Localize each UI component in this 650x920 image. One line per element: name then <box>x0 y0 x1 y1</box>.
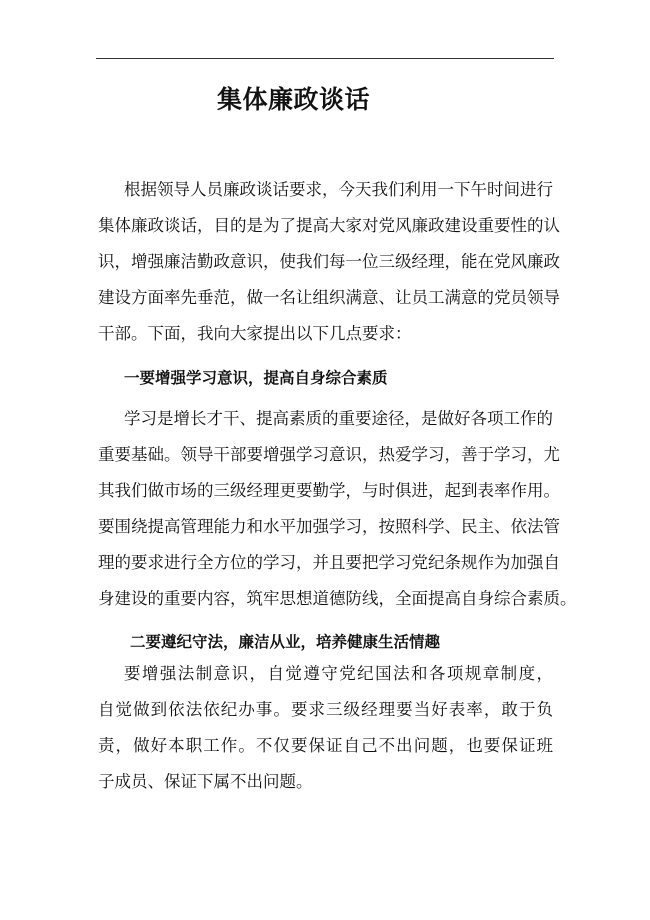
header-rule <box>96 58 554 59</box>
paragraph-line: 其我们做市场的三级经理更要勤学，与时俱进，起到表率作用。 <box>98 481 560 500</box>
section-heading-2: 二要遵纪守法，廉洁从业，培养健康生活情趣 <box>130 633 441 651</box>
section-heading-1: 一要增强学习意识，提高自身综合素质 <box>124 369 388 387</box>
paragraph-line: 干部。下面，我向大家提出以下几点要求： <box>98 324 412 343</box>
paragraph-line: 理的要求进行全方位的学习，并且要把学习党纪条规作为加强自 <box>98 553 560 572</box>
paragraph-line: 学习是增长才干、提高素质的重要途径，是做好各项工作的 <box>124 409 553 428</box>
paragraph-line: 重要基础。领导干部要增强学习意识，热爱学习，善于学习，尤 <box>98 445 560 464</box>
document-title: 集体廉政谈话 <box>217 85 371 114</box>
paragraph-discipline <box>98 656 553 800</box>
paragraph-line: 建设方面率先垂范，做一名让组织满意、让员工满意的党员领导 <box>98 288 560 307</box>
paragraph-line: 集体廉政谈话，目的是为了提高大家对党风廉政建设重要性的认 <box>98 216 560 235</box>
paragraph-line: 责，做好本职工作。不仅要保证自己不出问题，也要保证班 <box>98 736 553 755</box>
paragraph-line: 自觉做到依法依纪办事。要求三级经理要当好表率，敢于负 <box>98 700 553 719</box>
paragraph-line: 根据领导人员廉政谈话要求，今天我们利用一下午时间进行 <box>124 180 553 199</box>
paragraph-line: 识，增强廉洁勤政意识，使我们每一位三级经理，能在党风廉政 <box>98 252 560 271</box>
paragraph-line: 要增强法制意识，自觉遵守党纪国法和各项规章制度， <box>124 664 553 683</box>
paragraph-line: 要围绕提高管理能力和水平加强学习，按照科学、民主、依法管 <box>98 517 560 536</box>
paragraph-intro <box>98 172 560 352</box>
paragraph-line: 子成员、保证下属不出问题。 <box>98 772 313 791</box>
paragraph-line: 身建设的重要内容，筑牢思想道德防线，全面提高自身综合素质。 <box>98 589 577 608</box>
paragraph-study <box>98 401 577 617</box>
